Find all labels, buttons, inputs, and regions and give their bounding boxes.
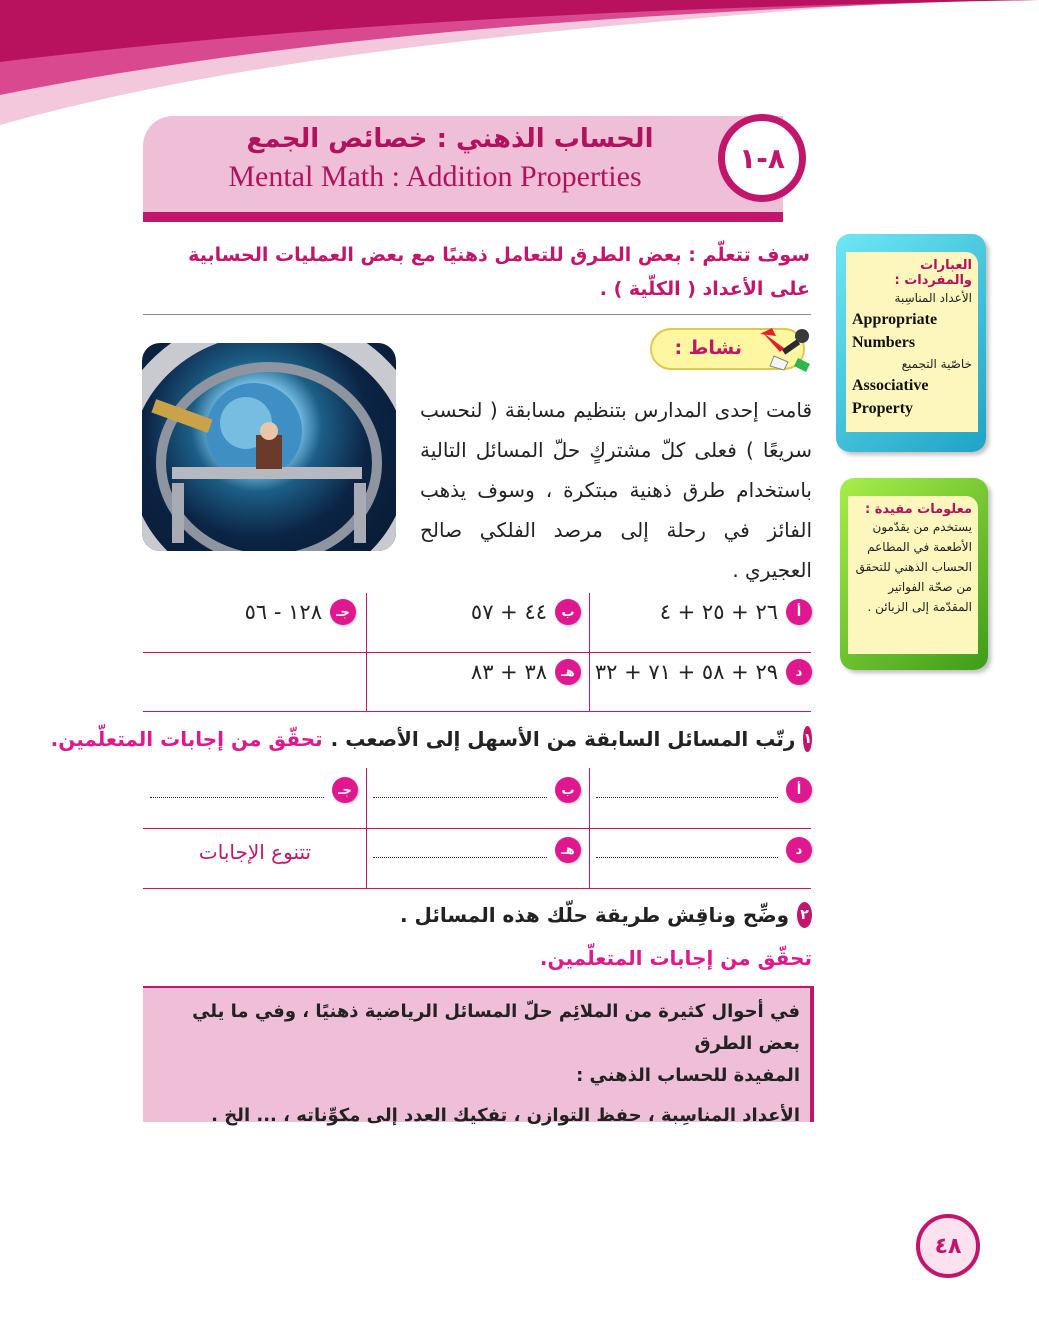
grid-line: [366, 768, 367, 888]
answer-line[interactable]: [373, 843, 547, 858]
letter-badge: هـ: [555, 659, 581, 685]
useful-info-title: معلومات مفيدة :: [865, 502, 972, 517]
letter-badge: هـ: [555, 837, 581, 863]
problem-expression: ٢٦ + ٢٥ + ٤: [659, 600, 778, 624]
order-slot-b: [373, 770, 581, 810]
problem-c: [150, 592, 356, 632]
letter-badge: ب: [555, 599, 581, 625]
question-text: رتّب المسائل السابقة من الأسهل إلى الأصعب .: [330, 727, 796, 751]
answer-line[interactable]: [596, 843, 778, 858]
grid-line: [589, 768, 590, 888]
observatory-photo: [142, 343, 396, 551]
info-line: المفيدة للحساب الذهني :: [576, 1065, 800, 1086]
vocabulary-panel: [846, 252, 978, 432]
problem-b: [377, 592, 581, 632]
grid-line: [143, 888, 811, 889]
info-line: في أحوال كثيرة من الملائِم حلّ المسائل الرياضية ذهنيًا ، وفي ما يلي بعض الطرق: [192, 1001, 800, 1054]
learning-objective: سوف تتعلّم : بعض الطرق للتعامل ذهنيًا مع بعض العمليات الحسابية على الأعداد ( الكلّية ) .: [188, 244, 810, 300]
problem-expression: ٤٤ + ٥٧: [470, 600, 547, 624]
question-2: [400, 902, 812, 928]
letter-badge: جـ: [330, 599, 356, 625]
lesson-title-english: Mental Math : Addition Properties: [228, 160, 642, 193]
grid-line: [143, 711, 811, 712]
question-answer: تحقّق من إجابات المتعلّمين.: [50, 727, 323, 751]
info-line: الأعداد المناسِبة ، حفظ التوازن ، تفكيك العدد إلى مكوِّناته ، ... الخ .: [211, 1105, 800, 1126]
answer-line[interactable]: [373, 783, 547, 798]
letter-badge: أ: [786, 599, 812, 625]
letter-badge: أ: [786, 777, 812, 803]
tools-icon: [754, 322, 814, 378]
question-2-answer: تحقّق من إجابات المتعلّمين.: [539, 946, 812, 970]
top-decoration: [0, 0, 1039, 130]
problem-e: [377, 652, 581, 692]
activity-label: نشاط :: [674, 337, 742, 359]
vocab-term-en: Associative Property: [852, 377, 929, 417]
letter-badge: جـ: [332, 777, 358, 803]
problem-expression: ٢٩ + ٥٨ + ٧١ + ٣٢: [594, 660, 778, 684]
answer-line[interactable]: [150, 783, 324, 798]
question-text: وضِّح وناقِش طريقة حلّك هذه المسائل .: [400, 903, 790, 927]
question-number: ٢: [797, 902, 812, 928]
lesson-number: ٨-١: [718, 114, 806, 202]
useful-info-panel: [848, 496, 978, 654]
mental-math-info-text: [160, 996, 800, 1132]
vocab-term-ar: خاصّية التجميع: [901, 357, 972, 371]
order-slot-d: [596, 830, 812, 870]
grid-line: [589, 593, 590, 711]
photo-illustration: [142, 343, 396, 551]
vocabulary-title: العبارات والمفردات :: [894, 258, 972, 288]
answer-line[interactable]: [596, 783, 778, 798]
useful-info-text: يستخدم من يقدّمون الأطعمة في المطاعم الحساب الذهني للتحقق من صحّة الفواتير المقدّمة إلى الزبائن .: [855, 520, 972, 614]
divider: [143, 314, 811, 315]
letter-badge: د: [786, 837, 812, 863]
problem-expression: ٣٨ + ٨٣: [470, 660, 547, 684]
order-slot-a: [596, 770, 812, 810]
vocab-term-en: Appropriate Numbers: [852, 311, 938, 351]
order-slot-c: [150, 770, 358, 810]
problem-d: [594, 652, 812, 692]
order-slot-e: [373, 830, 581, 870]
grid-line: [143, 828, 811, 829]
question-number: ١: [803, 726, 812, 752]
activity-story: قامت إحدى المدارس بتنظيم مسابقة ( لنحسب سريعًا ) فعلى كلّ مشتركٍ حلّ المسائل التالية باستخدام طرق ذهنية مبتكرة ، وسوف يذهب الفائز في رحلة إلى مرصد الفلكي صالح العجيري .: [420, 398, 812, 582]
question-1: [50, 726, 812, 752]
problem-a: [600, 592, 812, 632]
letter-badge: د: [786, 659, 812, 685]
page-number: ٤٨: [916, 1214, 980, 1278]
vocab-term-ar: الأعداد المناسِبة: [894, 291, 972, 305]
lesson-title-arabic: الحساب الذهني : خصائص الجمع: [246, 124, 654, 154]
letter-badge: ب: [555, 777, 581, 803]
answers-vary-note: تتنوع الإجابات: [198, 840, 312, 864]
problem-expression: ١٢٨ - ٥٦: [244, 600, 322, 624]
grid-line: [366, 593, 367, 711]
